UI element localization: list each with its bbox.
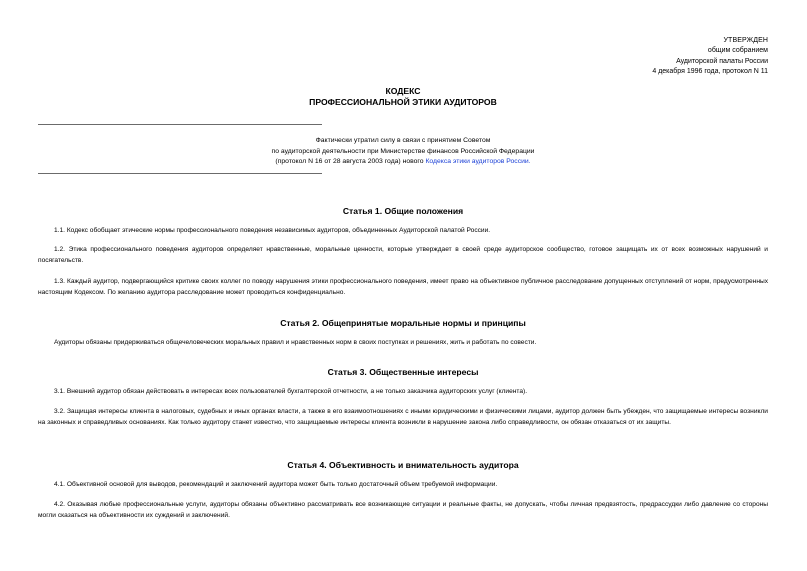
document-page (38, 0, 768, 571)
section-heading: Статья 2. Общепринятые моральные нормы и принципы (280, 318, 526, 328)
section-paragraph: Аудиторы обязаны придерживаться общечеловеческих моральных правил и нравственных норм в своих поступках и решениях, жить и работать по совести. (54, 339, 537, 346)
section-paragraph: 3.1. Внешний аудитор обязан действовать в интересах всех пользователей бухгалтерской отчетности, а не только заказчика аудиторских услуг (клиента). (54, 388, 528, 395)
approval-body-line: Аудиторской палаты России (676, 57, 768, 65)
document-title-line: КОДЕКС (385, 86, 421, 96)
section-heading: Статья 4. Объективность и внимательность аудитора (287, 460, 519, 470)
approval-date-line: 4 декабря 1996 года, протокол N 11 (652, 67, 768, 75)
approval-body-line: общим собранием (707, 47, 768, 55)
approval-stamp (652, 36, 768, 77)
section-paragraph: 1.3. Каждый аудитор, подвергающийся критике своих коллег по поводу нарушения этики профессионального поведения, имеет право на объективное публичное расследование допущенных отступлений от норм, предусмотренных настоящим Кодексом. По желанию аудитора расследование может проводиться конфиденциально. (38, 278, 768, 297)
approval-heading: УТВЕРЖДЕН (723, 37, 768, 44)
divider-top (38, 124, 322, 125)
section-paragraph: 1.1. Кодекс обобщает этические нормы профессионального поведения независимых аудиторов, объединенных Аудиторской палатой России. (54, 227, 491, 234)
code-of-ethics-link[interactable]: Кодекса этики аудиторов России. (425, 158, 531, 165)
section-paragraph: 4.2. Оказывая любые профессиональные услуги, аудиторы обязаны объективно рассматривать все возникающие ситуации и реальные факты, не допускать, чтобы личная предвзятость, предрассудки либо давление со стороны могли сказаться на объективности их суждений и заключений. (38, 501, 768, 520)
status-note-line (38, 157, 768, 168)
divider-bottom (38, 173, 322, 174)
status-note-text: (протокол N 16 от 28 августа 2003 года) нового (275, 158, 424, 165)
section-paragraph: 3.2. Защищая интересы клиента в налоговых, судебных и иных органах власти, а также в его взаимоотношениях с иными юридическими и физическими лицами, аудитор должен быть убежден, что защищаемые интересы возникли на законных и справедливых основаниях. Как только аудитору станет известно, что защищаемые интересы клиента возникли в нарушение закона либо справедливости, он обязан отказаться от их защиты. (38, 408, 768, 427)
status-note-line: Фактически утратил силу в связи с принятием Советом (315, 137, 491, 144)
section-heading: Статья 3. Общественные интересы (327, 367, 479, 377)
section-paragraph: 1.2. Этика профессионального поведения аудиторов определяет нравственные, моральные ценности, которые утверждает в своей среде аудиторское сообщество, готовое защищать их от всех возможных нарушений и посягательств. (38, 246, 768, 265)
document-title (38, 86, 768, 107)
status-note-line: по аудиторской деятельности при Министерстве финансов Российской Федерации (271, 147, 535, 155)
status-note (38, 136, 768, 168)
document-title-line: ПРОФЕССИОНАЛЬНОЙ ЭТИКИ АУДИТОРОВ (309, 96, 497, 107)
section-heading: Статья 1. Общие положения (342, 206, 464, 216)
section-paragraph: 4.1. Объективной основой для выводов, рекомендаций и заключений аудитора может быть только достаточный объем требуемой информации. (54, 481, 498, 488)
